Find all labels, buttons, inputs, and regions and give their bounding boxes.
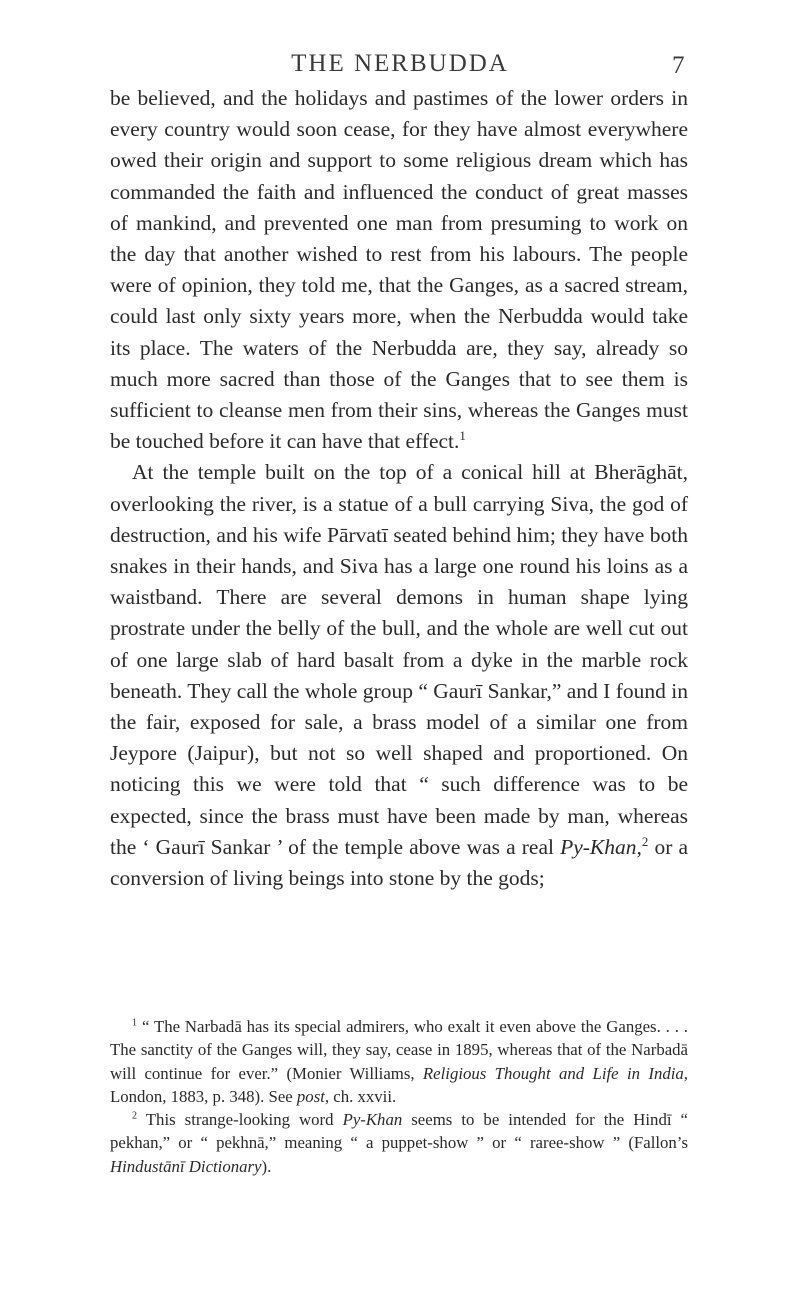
- running-head: THE NERBUDDA: [291, 50, 509, 77]
- footnote-2: [110, 1108, 688, 1178]
- py-khan-term: Py-Khan: [560, 834, 637, 859]
- paragraph-temple: At the temple built on the top of a conical hill at Bherāghāt, overlooking the river, is a statue of a bull carrying Siva, the god of destruction, and his wife Pārvatī seated behind him; they have both snakes in their hands, and Siva has a large one round his loins as a waistband. There are several demons in human shape lying prostrate under the belly of the bull, and the whole are well cut out of one large slab of hard basalt from a dyke in the marble rock beneath. They call the whole group “ Gaurī Sankar,” and I found in the fair, exposed for sale, a brass model of a similar one from Jeypore (Jaipur), but not so well shaped and proportioned. On noticing this we were told that “ such difference was to be expected, since the brass must have been made by man, whereas the ‘ Gaurī Sankar ’ of the temple above was a real Py-Khan,$^2$ or a conversion of living beings into stone by the gods;: [110, 460, 688, 891]
- paragraph-2-text-a: At the temple built on the top of a conical hill at Bherāghāt, overlooking the river, is a statue of a bull carrying Siva, the god of destruction, and his wife Pārvatī seated behind him; they have both snakes in their hands, and Siva has a large one round his loins as a waistband. There are several demons in human shape lying prostrate under the belly of the bull, and the whole are well cut out of one large slab of hard basalt from a dyke in the marble rock beneath. They call the whole group “ Gaurī Sankar,” and I found in the fair, exposed for sale, a brass model of a similar one from Jeypore (Jaipur), but not so well shaped and proportioned. On noticing this we were told that “ such difference was to be expected, since the brass must have been made by man, whereas the ‘ Gaurī Sankar ’ of the temple above was a real: [110, 460, 688, 859]
- paragraph-2-text-b: or a conversion of living beings into stone by the gods;: [110, 834, 688, 891]
- body-text: [110, 83, 688, 894]
- footnote-1: [110, 1015, 688, 1108]
- footnote-1-book-title: Religious Thought and Life in India: [422, 1063, 684, 1083]
- footnote-2-text-b: seems to be intended for the Hindī “ pekhan,” or “ pekhnā,” meaning “ a puppet-show ” or “ raree-show ” (Fallon’s: [110, 1110, 688, 1153]
- footnote-2-word: Py-Khan: [342, 1110, 403, 1130]
- footnote-1-text-b: , London, 1883, p. 348). See: [110, 1063, 688, 1106]
- footnote-1-text-c: , ch. xxvii.: [324, 1086, 397, 1106]
- footnote-1-text-a: “ The Narbadā has its special admirers, who exalt it even above the Ganges. . . . The sanctity of the Ganges will, they say, cease in 1895, whereas that of the Narbadā will continue for ever.” (Monier Williams,: [110, 1017, 689, 1083]
- page-number: 7: [672, 52, 685, 79]
- footnote-2-mark: 2: [132, 1110, 138, 1122]
- footnote-ref-2: 2: [641, 834, 649, 849]
- footnote-2-text-c: ).: [261, 1156, 272, 1176]
- footnote-1-mark: 1: [132, 1017, 138, 1029]
- paragraph-1-text: be believed, and the holidays and pastimes of the lower orders in every country would soon cease, for they have almost everywhere owed their origin and support to some religious dream which has commanded the faith and influenced the conduct of great masses of mankind, and prevented one man from presuming to work on the day that another wished to rest from his labours. The people were of opinion, they told me, that the Ganges, as a sacred stream, could last only sixty years more, when the Nerbudda would take its place. The waters of the Nerbudda are, they say, already so much more sacred than those of the Ganges that to see them is sufficient to cleanse men from their sins, whereas the Ganges must be touched before it can have that effect.: [110, 86, 688, 454]
- footnote-1-see-post: post: [296, 1086, 325, 1106]
- footnote-2-dictionary-title: Hindustānī Dictionary: [110, 1156, 262, 1176]
- footnotes: [110, 1015, 688, 1178]
- footnote-2-text-a: This strange-looking word: [145, 1110, 343, 1130]
- paragraph-continued: [110, 83, 688, 457]
- footnote-ref-1: 1: [459, 429, 466, 444]
